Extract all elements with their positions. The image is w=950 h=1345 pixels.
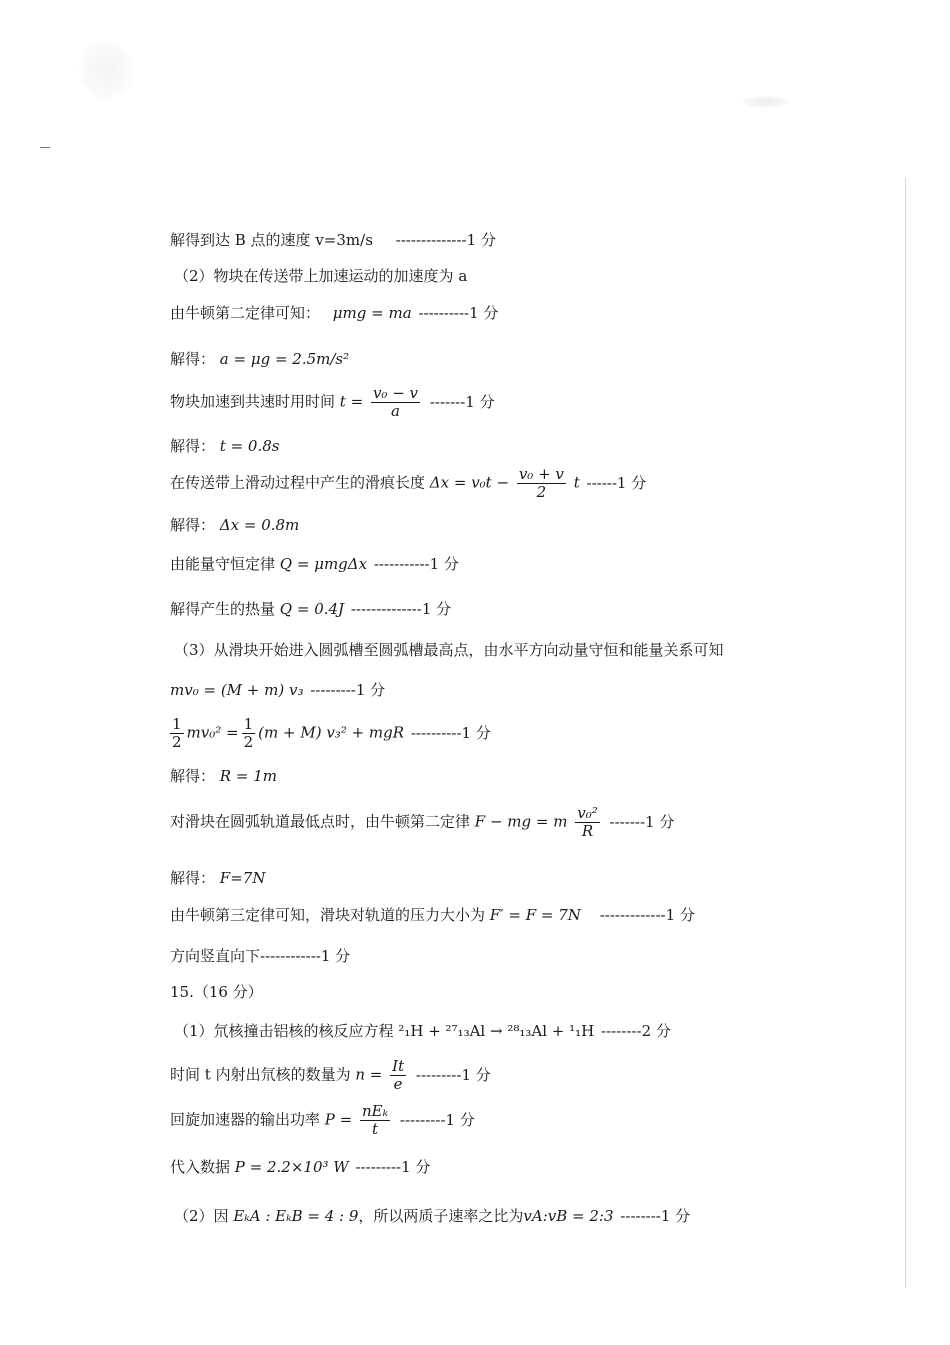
fraction	[360, 1103, 390, 1138]
solution-line	[170, 303, 498, 323]
line-text: 解得：	[170, 516, 216, 534]
line-text: 解得：	[170, 350, 216, 368]
line-text: 15.（16 分）	[170, 983, 263, 1001]
points: -----------1 分	[373, 555, 459, 573]
line-text: 解得：	[170, 767, 216, 785]
line-text: 解得：	[170, 437, 216, 455]
equation: t = 0.8s	[219, 437, 280, 455]
numerator: 1	[172, 715, 182, 733]
equation: t	[573, 473, 580, 492]
equation: F′ = F = 7N	[489, 906, 581, 924]
points: --------------1 分	[395, 231, 496, 249]
solution-line	[170, 385, 495, 420]
line-text: 解得产生的热量	[170, 600, 276, 618]
numerator: v₀²	[577, 804, 598, 822]
solution-line	[170, 349, 349, 369]
question-heading	[170, 982, 263, 1002]
line-text: 时间 t 内射出氘核的数量为	[170, 1065, 351, 1084]
denominator: 2	[172, 733, 182, 751]
equation: Q = 0.4J	[279, 600, 345, 618]
solution-line	[170, 680, 385, 700]
equation: Q = μmgΔx	[279, 555, 368, 573]
fraction	[390, 1058, 406, 1093]
equation: vA:vB = 2:3	[523, 1207, 614, 1225]
denominator: t	[372, 1120, 379, 1138]
equation: mv₀ = (M + m) v₃	[170, 681, 304, 699]
equation: Δx = v₀t −	[429, 473, 510, 492]
fraction	[242, 716, 256, 751]
line-text: （2）因	[174, 1207, 229, 1225]
line-text: 在传送带上滑动过程中产生的滑痕长度	[170, 473, 426, 492]
equation: n =	[355, 1065, 383, 1084]
line-text: 对滑块在圆弧轨道最低点时，由牛顿第二定律	[170, 812, 471, 831]
page-edge	[905, 178, 906, 1288]
solution-line	[170, 554, 459, 574]
line-text: 由能量守恒定律	[170, 555, 276, 573]
line-text: （1）氘核撞击铝核的核反应方程	[174, 1022, 394, 1040]
line-text: 回旋加速器的输出功率	[170, 1110, 321, 1129]
line-text: 方向竖直向下	[170, 947, 261, 965]
scan-smudge	[742, 96, 788, 108]
points: --------------1 分	[350, 600, 452, 618]
solution-line	[170, 1058, 491, 1093]
solution-line	[170, 946, 350, 966]
points: --------2 分	[601, 1022, 671, 1040]
solution-line	[170, 766, 277, 786]
numerator: v₀ − v	[372, 384, 419, 402]
fraction	[170, 716, 184, 751]
equation: μmg = ma	[332, 304, 412, 322]
equation: R = 1m	[219, 767, 277, 785]
solution-line	[174, 1206, 690, 1226]
denominator: 2	[243, 733, 254, 751]
denominator: 2	[536, 483, 547, 501]
scan-smudge	[78, 40, 134, 100]
points: -------------1 分	[599, 906, 695, 924]
line-text: （3）从滑块开始进入圆弧槽至圆弧槽最高点，由水平方向动量守恒和能量关系可知	[174, 641, 724, 659]
equation: a = μg = 2.5m/s²	[219, 350, 350, 368]
points: ----------1 分	[410, 723, 491, 742]
equation: F=7N	[219, 869, 266, 887]
solution-line	[170, 599, 451, 619]
equation: P = 2.2×10³ W	[234, 1158, 349, 1176]
points: -------1 分	[609, 812, 675, 831]
denominator: e	[393, 1075, 403, 1093]
line-text: 由牛顿第二定律可知：	[170, 304, 321, 322]
equation: mv₀² =	[186, 723, 239, 742]
points: ---------1 分	[415, 1065, 491, 1084]
fraction	[575, 805, 600, 840]
equation: t =	[339, 392, 364, 411]
solution-line	[170, 466, 646, 501]
solution-line	[174, 640, 724, 660]
solution-line	[170, 905, 695, 925]
points: ---------1 分	[399, 1110, 475, 1129]
points: -------1 分	[429, 392, 495, 411]
fraction	[517, 466, 566, 501]
line-text: 代入数据	[170, 1158, 231, 1176]
line-text: 解得到达 B 点的速度 v=3m/s	[170, 231, 373, 249]
equation: (m + M) v₃² + mgR	[258, 723, 405, 742]
numerator: nEₖ	[362, 1102, 389, 1120]
fraction	[371, 385, 420, 420]
points: ---------1 分	[310, 681, 386, 699]
solution-line	[170, 230, 496, 250]
numerator: It	[392, 1057, 405, 1075]
denominator: R	[581, 822, 594, 840]
points: ------------1 分	[260, 947, 351, 965]
solution-line	[170, 436, 279, 456]
solution-line	[170, 868, 265, 888]
solution-line	[174, 1021, 671, 1041]
line-text: 物块加速到共速时用时间	[170, 392, 336, 411]
numerator: v₀ + v	[518, 465, 564, 483]
solution-line	[174, 266, 467, 286]
line-text: 由牛顿第三定律可知，滑块对轨道的压力大小为	[170, 906, 486, 924]
points: ------1 分	[586, 473, 647, 492]
equation: Δx = 0.8m	[219, 516, 300, 534]
solution-line	[170, 716, 491, 751]
points: ----------1 分	[418, 304, 499, 322]
solution-line	[170, 805, 674, 840]
equation: F − mg = m	[474, 812, 568, 831]
denominator: a	[391, 402, 400, 420]
scan-mark	[40, 147, 50, 148]
equation: EₖA : EₖB = 4 : 9	[233, 1207, 359, 1225]
points: ---------1 分	[355, 1158, 431, 1176]
solution-line	[170, 1103, 475, 1138]
equation: P =	[324, 1110, 353, 1129]
solution-line	[170, 515, 299, 535]
points: --------1 分	[620, 1207, 691, 1225]
solution-line	[170, 1157, 430, 1177]
line-text: ，所以两质子速率之比为	[358, 1207, 524, 1225]
line-text: 解得：	[170, 869, 216, 887]
equation: ²₁H + ²⁷₁₃Al → ²⁸₁₃Al + ¹₁H	[398, 1022, 595, 1040]
numerator: 1	[243, 715, 254, 733]
line-text: （2）物块在传送带上加速运动的加速度为 a	[174, 267, 468, 285]
